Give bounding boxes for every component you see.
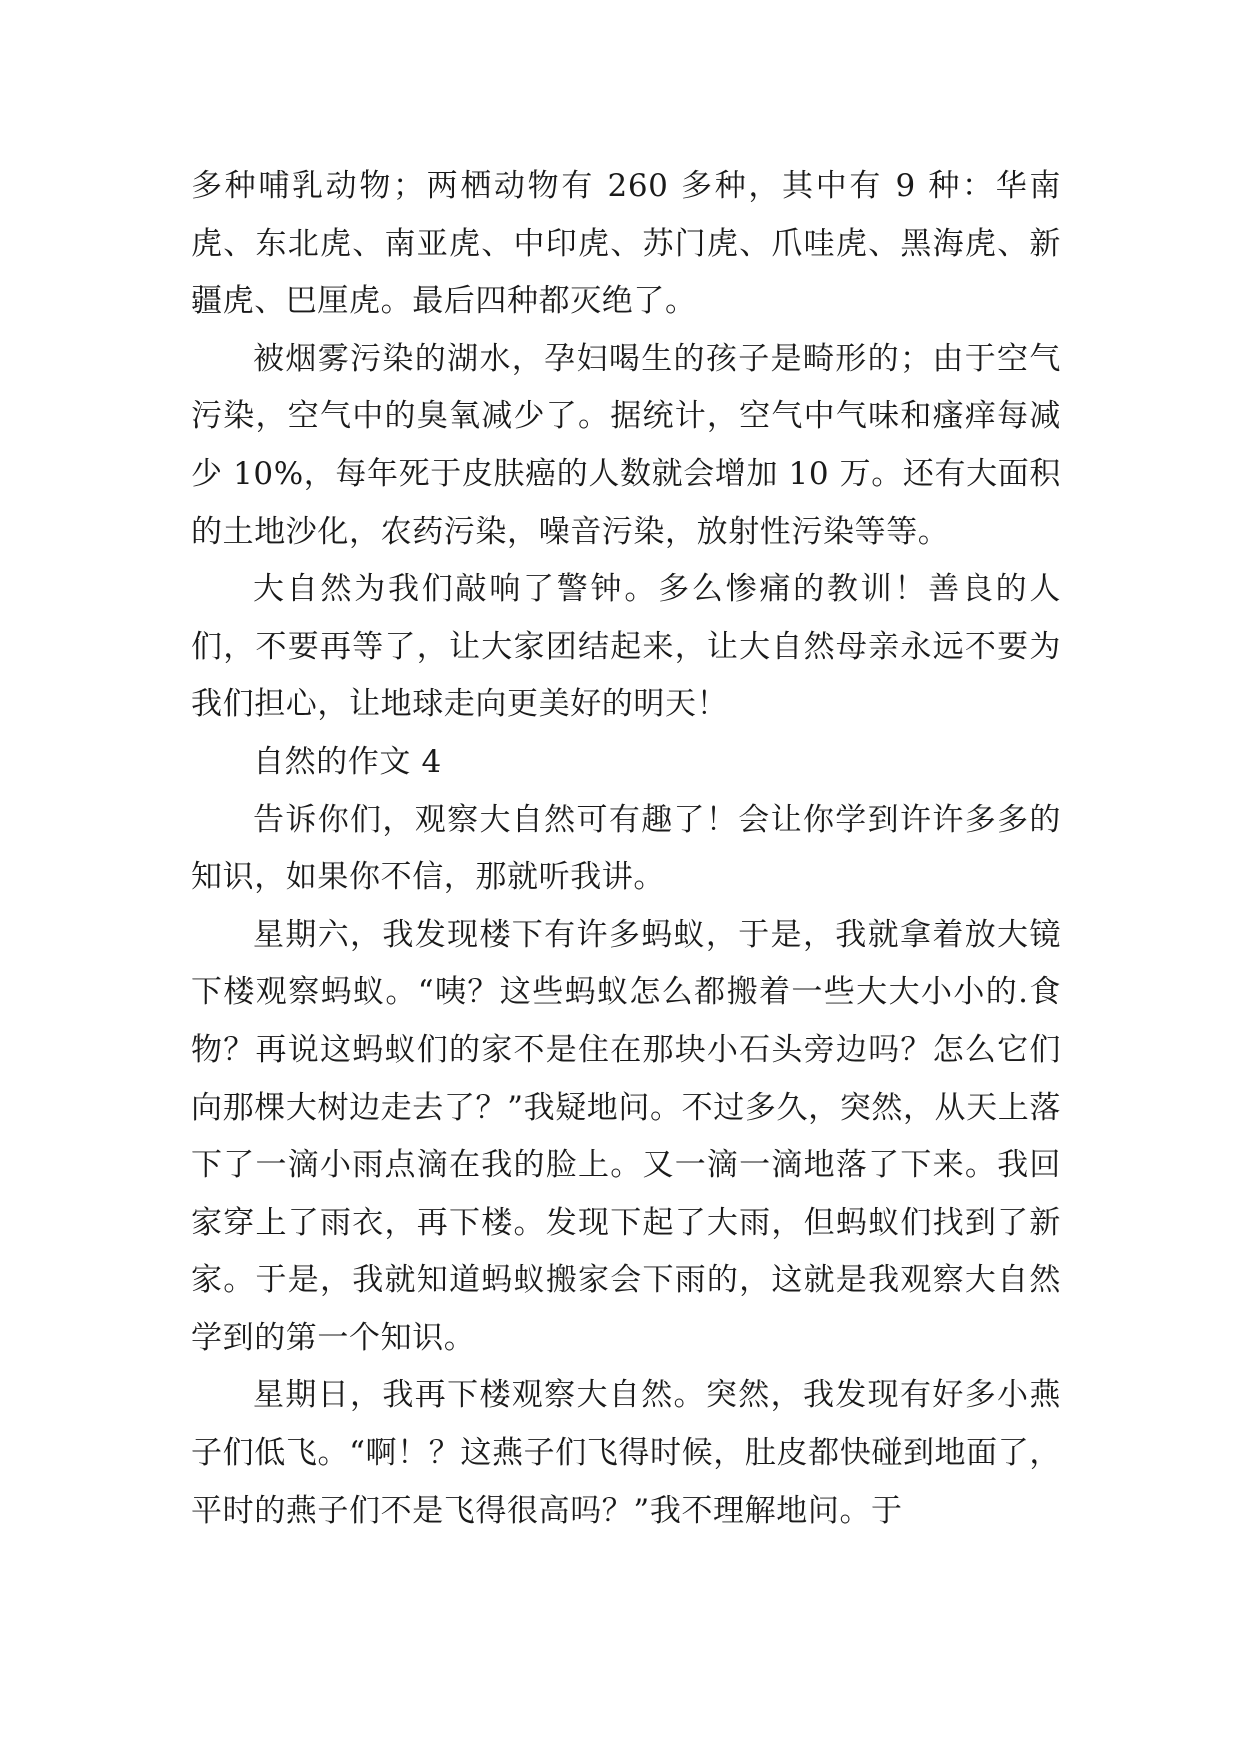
paragraph-continuation: 多种哺乳动物；两栖动物有 260 多种，其中有 9 种：华南虎、东北虎、南亚虎、中印虎、苏门虎、爪哇虎、黑海虎、新疆虎、巴厘虎。最后四种都灭绝了。	[191, 168, 1061, 320]
paragraph-warning: 大自然为我们敲响了警钟。多么惨痛的教训！善良的人们，不要再等了，让大家团结起来，让大自然母亲永远不要为我们担心，让地球走向更美好的明天！	[191, 571, 1061, 723]
paragraph-sunday: 星期日，我再下楼观察大自然。突然，我发现有好多小燕子们低飞。“啊！？这燕子们飞得时候，肚皮都快碰到地面了，平时的燕子们不是飞得很高吗？”我不理解地问。于	[191, 1377, 1061, 1529]
paragraph-intro: 告诉你们，观察大自然可有趣了！会让你学到许许多多的知识，如果你不信，那就听我讲。	[191, 801, 1061, 896]
paragraph-saturday: 星期六，我发现楼下有许多蚂蚁，于是，我就拿着放大镜下楼观察蚂蚁。“咦？这些蚂蚁怎么都搬着一些大大小小的.食物？再说这蚂蚁们的家不是住在那块小石头旁边吗？怎么它们向那棵大树边走去了？”我疑地问。不过多久，突然，从天上落下了一滴小雨点滴在我的脸上。又一滴一滴地落了下来。我回家穿上了雨衣，再下楼。发现下起了大雨，但蚂蚁们找到了新家。于是，我就知道蚂蚁搬家会下雨的，这就是我观察大自然学到的第一个知识。	[191, 916, 1061, 1356]
section-heading: 自然的作文 4	[253, 743, 442, 780]
document-body	[191, 158, 1061, 1540]
paragraph-pollution: 被烟雾污染的湖水，孕妇喝生的孩子是畸形的；由于空气污染，空气中的臭氧减少了。据统计，空气中气味和瘙痒每减少 10%，每年死于皮肤癌的人数就会增加 10 万。还有大面积的土地沙化，农药污染，噪音污染，放射性污染等等。	[191, 340, 1061, 550]
